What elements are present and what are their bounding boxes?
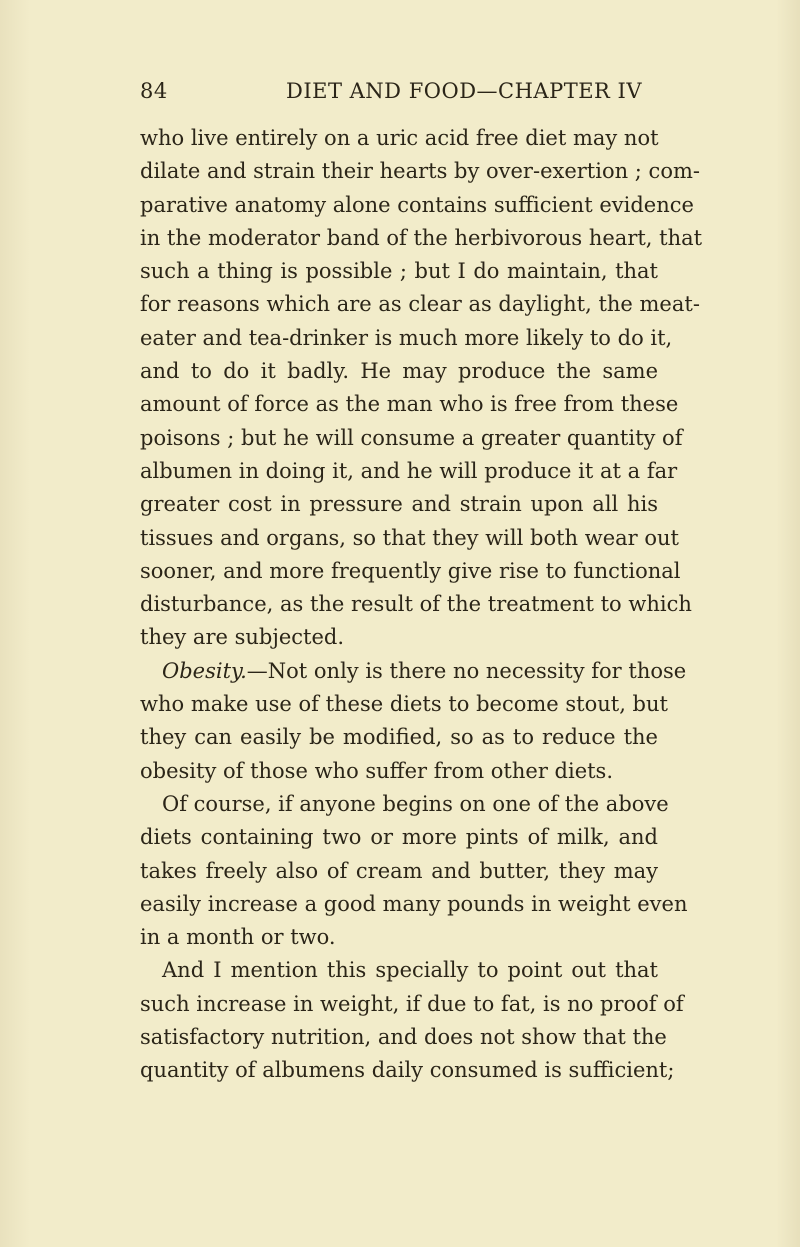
page-number: 84	[140, 79, 168, 103]
text-line: greater cost in pressure and strain upon all his	[140, 492, 658, 517]
text-line: parative anatomy alone contains sufficient evidence	[140, 192, 694, 217]
text-line: tissues and organs, so that they will both wear out	[140, 525, 679, 550]
text-line: diets containing two or more pints of milk, and	[140, 825, 658, 850]
text-line: quantity of albumens daily consumed is sufficient;	[140, 1058, 675, 1083]
page-header	[140, 79, 660, 109]
text-line: such increase in weight, if due to fat, is no proof of	[140, 991, 684, 1016]
text-line: in a month or two.	[140, 925, 336, 950]
text-line: who make use of these diets to become stout, but	[140, 692, 668, 717]
text-line: eater and tea-drinker is much more likely to do it,	[140, 325, 673, 350]
text-line: takes freely also of cream and butter, they may	[140, 858, 658, 883]
obesity-paragraph-first-line	[140, 655, 687, 688]
text-line: amount of force as the man who is free from these	[140, 392, 679, 417]
text-line: such a thing is possible ; but I do maintain, that	[140, 259, 658, 284]
text-line: in the moderator band of the herbivorous heart, that	[140, 225, 703, 250]
text-line: for reasons which are as clear as daylight, the meat-	[140, 292, 700, 317]
text-line: disturbance, as the result of the treatment to which	[140, 592, 692, 617]
text-line: they are subjected.	[140, 625, 345, 650]
text-line: Of course, if anyone begins on one of the above	[162, 791, 669, 816]
running-title: DIET AND FOOD—CHAPTER IV	[286, 79, 642, 103]
text-line: obesity of those who suffer from other diets.	[140, 758, 614, 783]
text-line: they can easily be modified, so as to reduce the	[140, 725, 658, 750]
text-line: albumen in doing it, and he will produce it at a far	[140, 458, 678, 483]
text-line: satisfactory nutrition, and does not show that the	[140, 1025, 667, 1050]
obesity-line-text: —Not only is there no necessity for those	[246, 658, 687, 683]
text-line: dilate and strain their hearts by over-exertion ; com-	[140, 159, 700, 184]
text-line: and to do it badly. He may produce the same	[140, 359, 658, 384]
text-line: poisons ; but he will consume a greater quantity of	[140, 425, 683, 450]
text-line: easily increase a good many pounds in weight even	[140, 891, 688, 916]
text-line: sooner, and more frequently give rise to functional	[140, 558, 681, 583]
text-line: And I mention this specially to point out that	[162, 958, 658, 983]
text-line: who live entirely on a uric acid free diet may not	[140, 126, 659, 150]
obesity-heading: Obesity.	[162, 658, 247, 683]
body-text	[140, 122, 703, 1088]
